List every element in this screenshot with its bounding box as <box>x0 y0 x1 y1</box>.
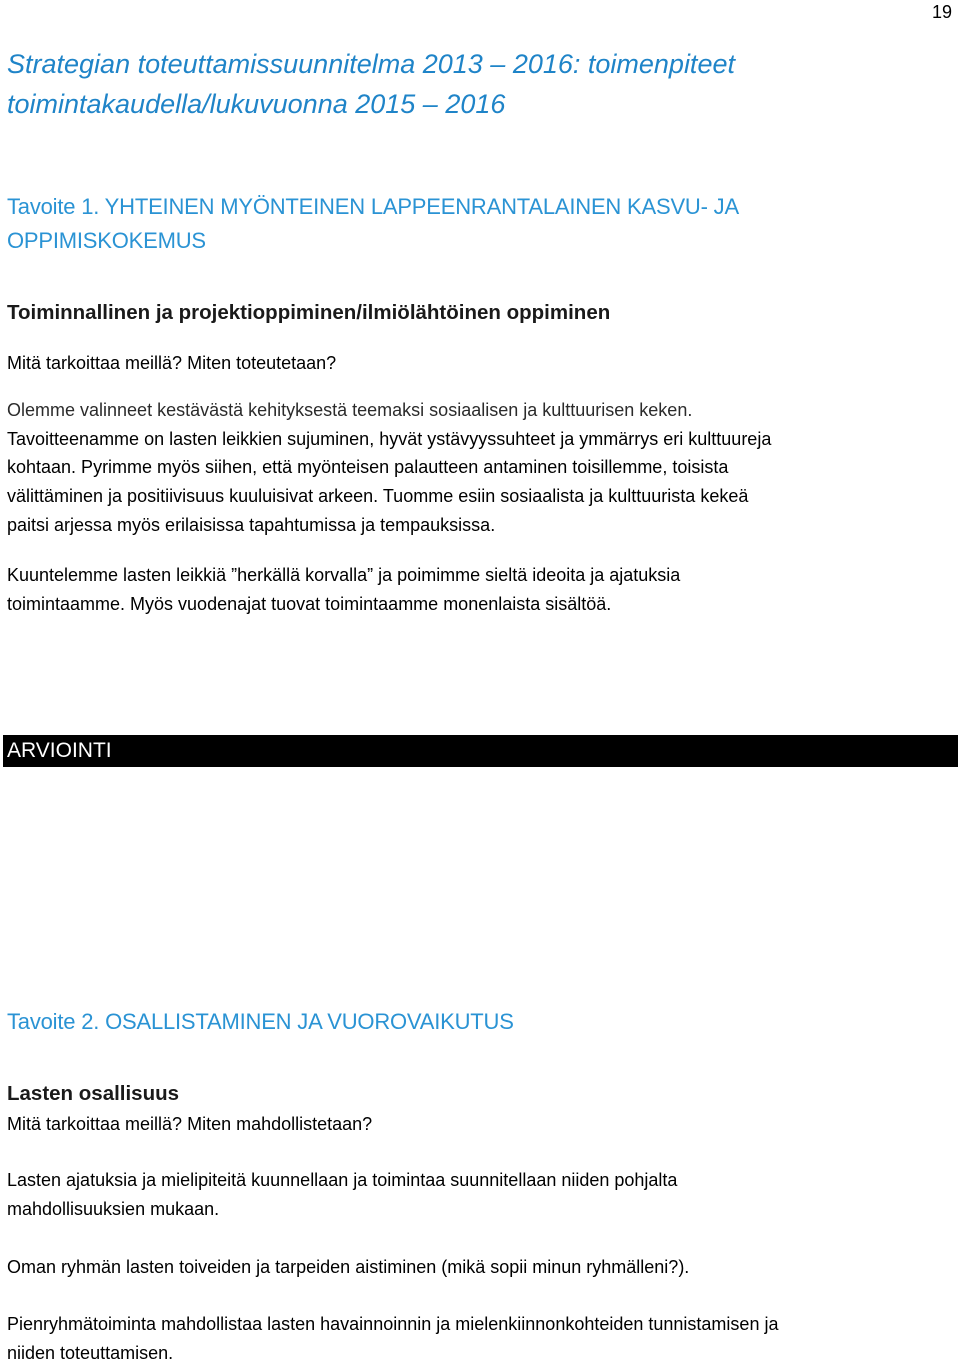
goal-1-heading-line-2: OPPIMISKOKEMUS <box>7 228 206 253</box>
page-number: 19 <box>932 2 953 22</box>
paragraph-line: kohtaan. Pyrimme myös siihen, että myönteisen palautteen antaminen toisillemme, toisista <box>7 457 729 478</box>
paragraph-line: Oman ryhmän lasten toiveiden ja tarpeiden aistiminen (mikä sopii minun ryhmälleni?). <box>7 1257 690 1277</box>
goal-2-paragraph-1 <box>7 1166 677 1223</box>
evaluation-section-bar: ARVIOINTI <box>3 735 958 767</box>
goal-1-paragraph-2 <box>7 561 680 618</box>
paragraph-line: Lasten ajatuksia ja mielipiteitä kuunnellaan ja toimintaa suunnitellaan niiden pohjalta <box>7 1170 678 1190</box>
paragraph-line: välittäminen ja positiivisuus kuuluisivat arkeen. Tuomme esiin sosiaalista ja kulttuurista kekeä <box>7 486 749 507</box>
goal-1-section-title: Toiminnallinen ja projektioppiminen/ilmiölähtöinen oppiminen <box>7 301 611 324</box>
goal-1-paragraph-1 <box>7 396 771 540</box>
goal-2-paragraph-2 <box>7 1253 689 1282</box>
goal-1-heading-line-1: Tavoite 1. YHTEINEN MYÖNTEINEN LAPPEENRANTALAINEN KASVU- JA <box>7 194 739 219</box>
paragraph-line: paitsi arjessa myös erilaisissa tapahtumissa ja tempauksissa. <box>7 514 496 535</box>
goal-1-question: Mitä tarkoittaa meillä? Miten toteutetaan? <box>7 353 337 373</box>
document-title-line-1: Strategian toteuttamissuunnitelma 2013 – 2016: toimenpiteet <box>7 49 735 79</box>
paragraph-line: toimintaamme. Myös vuodenajat tuovat toimintaamme monenlaista sisältöä. <box>7 593 612 614</box>
goal-2-heading: Tavoite 2. OSALLISTAMINEN JA VUOROVAIKUTUS <box>7 1009 514 1034</box>
paragraph-line: Pienryhmätoiminta mahdollistaa lasten havainnoinnin ja mielenkiinnonkohteiden tunnistamisen ja <box>7 1314 779 1334</box>
paragraph-line: mahdollisuuksien mukaan. <box>7 1198 220 1219</box>
paragraph-line: Tavoitteenamme on lasten leikkien sujuminen, hyvät ystävyyssuhteet ja ymmärrys eri kulttuureja <box>7 428 772 449</box>
goal-2-question: Mitä tarkoittaa meillä? Miten mahdollistetaan? <box>7 1114 373 1134</box>
document-title-line-2: toimintakaudella/lukuvuonna 2015 – 2016 <box>7 89 506 119</box>
goal-2-paragraph-3 <box>7 1310 778 1367</box>
paragraph-line: niiden toteuttamisen. <box>7 1342 174 1363</box>
paragraph-line: Olemme valinneet kestävästä kehityksestä teemaksi sosiaalisen ja kulttuurisen keken. <box>7 400 693 420</box>
paragraph-line: Kuuntelemme lasten leikkiä ”herkällä korvalla” ja poimimme sieltä ideoita ja ajatuksia <box>7 565 681 585</box>
goal-2-section-title: Lasten osallisuus <box>7 1082 180 1105</box>
